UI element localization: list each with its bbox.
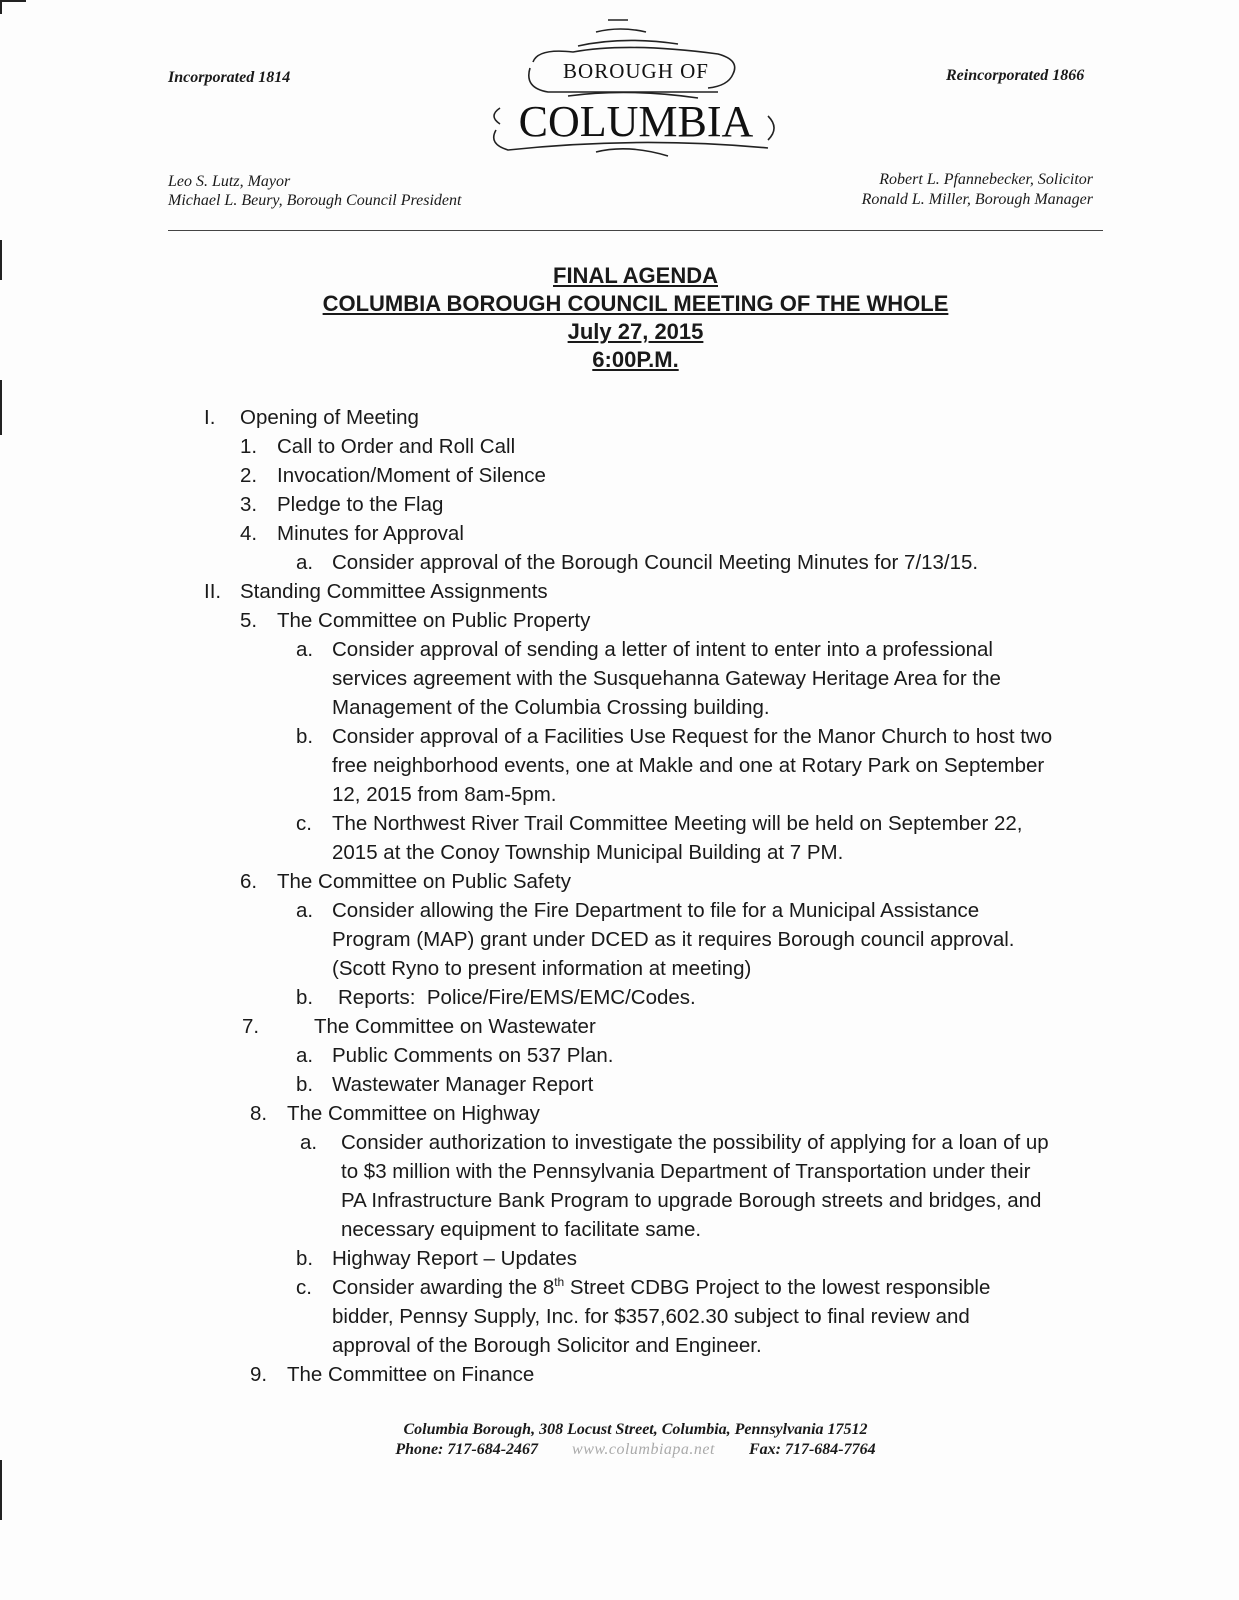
footer-fax: Fax: 717-684-7764 <box>748 1441 876 1458</box>
subitem-line: Consider approval of sending a letter of intent to enter into a professional <box>332 638 993 661</box>
subitem-line: bidder, Pennsy Supply, Inc. for $357,602.30 subject to final review and <box>332 1305 970 1328</box>
footer <box>0 1420 1239 1460</box>
agenda-title-block <box>0 262 1239 374</box>
subitem-letter: b. <box>296 986 314 1009</box>
subitem-letter: c. <box>296 1276 312 1299</box>
footer-website[interactable]: www.columbiapa.net <box>572 1441 715 1458</box>
subitem-line <box>332 1273 990 1302</box>
footer-phone: Phone: 717-684-2467 <box>395 1441 539 1458</box>
subitem-line-part: Street CDBG Project to the lowest responsible <box>564 1276 991 1299</box>
subitem-text <box>341 1128 1049 1244</box>
logo-main-text: COLUMBIA <box>518 97 754 146</box>
subitem-line: Program (MAP) grant under DCED as it requires Borough council approval. <box>332 928 1015 951</box>
item-number: 5. <box>240 609 258 632</box>
footer-address: Columbia Borough, 308 Locust Street, Columbia, Pennsylvania 17512 <box>403 1421 868 1438</box>
meeting-date: July 27, 2015 <box>567 319 704 344</box>
subitem-line: 2015 at the Conoy Township Municipal Building at 7 PM. <box>332 841 844 864</box>
section-number: II. <box>204 580 222 603</box>
scan-mark-top <box>0 0 26 2</box>
item-text: Call to Order and Roll Call <box>277 435 516 458</box>
subitem-line: necessary equipment to facilitate same. <box>341 1218 702 1241</box>
section-title: Standing Committee Assignments <box>240 580 548 603</box>
manager-text: Ronald L. Miller, Borough Manager <box>861 191 1093 208</box>
reincorporated-text: Reincorporated 1866 <box>946 67 1085 84</box>
item-text: Invocation/Moment of Silence <box>277 464 546 487</box>
subitem-line: (Scott Ryno to present information at meeting) <box>332 957 752 980</box>
subitem-letter: a. <box>296 638 314 661</box>
subitem-line: Management of the Columbia Crossing building. <box>332 696 770 719</box>
ordinal-suffix: th <box>554 1275 565 1290</box>
subitem-text: Reports: Police/Fire/EMS/EMC/Codes. <box>338 986 696 1009</box>
subitem-letter: a. <box>296 551 314 574</box>
subitem-text: Wastewater Manager Report <box>332 1073 594 1096</box>
item-number: 9. <box>250 1363 268 1386</box>
subitem-line: free neighborhood events, one at Makle and one at Rotary Park on September <box>332 754 1045 777</box>
subitem-line: PA Infrastructure Bank Program to upgrade Borough streets and bridges, and <box>341 1189 1042 1212</box>
solicitor-text: Robert L. Pfannebecker, Solicitor <box>879 171 1093 188</box>
subitem-letter: a. <box>300 1131 318 1154</box>
item-number: 6. <box>240 870 258 893</box>
meeting-name: COLUMBIA BOROUGH COUNCIL MEETING OF THE WHOLE <box>322 291 949 316</box>
item-text: The Committee on Public Safety <box>277 870 571 893</box>
subitem-text <box>332 809 1022 867</box>
subitem-letter: b. <box>296 1073 314 1096</box>
subitem-text: Consider approval of the Borough Council Meeting Minutes for 7/13/15. <box>332 551 979 574</box>
item-number: 1. <box>240 435 258 458</box>
subitem-letter: a. <box>296 1044 314 1067</box>
section-title: Opening of Meeting <box>240 406 419 429</box>
subitem-line: 12, 2015 from 8am-5pm. <box>332 783 557 806</box>
subitem-line: The Northwest River Trail Committee Meeting will be held on September 22, <box>332 812 1023 835</box>
logo-top-text: BOROUGH OF <box>563 59 709 83</box>
subitem-line: Consider allowing the Fire Department to file for a Municipal Assistance <box>332 899 980 922</box>
meeting-time: 6:00P.M. <box>592 347 679 372</box>
header-divider <box>168 230 1103 231</box>
item-text: The Committee on Public Property <box>277 609 591 632</box>
item-number: 8. <box>250 1102 268 1125</box>
item-text: Minutes for Approval <box>277 522 464 545</box>
subitem-text: Highway Report – Updates <box>332 1247 577 1270</box>
subitem-text <box>332 1273 990 1360</box>
item-text: The Committee on Highway <box>287 1102 540 1125</box>
subitem-text <box>332 896 1015 983</box>
subitem-letter: b. <box>296 725 314 748</box>
subitem-line: services agreement with the Susquehanna Gateway Heritage Area for the <box>332 667 1001 690</box>
item-number: 2. <box>240 464 258 487</box>
borough-logo <box>478 12 798 162</box>
subitem-letter: c. <box>296 812 312 835</box>
footer-contact <box>0 1440 1239 1460</box>
subitem-line: to $3 million with the Pennsylvania Department of Transportation under their <box>341 1160 1031 1183</box>
section-number: I. <box>204 406 216 429</box>
subitem-text <box>332 635 1001 722</box>
incorporated-text: Incorporated 1814 <box>168 69 291 86</box>
item-text: Pledge to the Flag <box>277 493 444 516</box>
subitem-letter: b. <box>296 1247 314 1270</box>
agenda-title: FINAL AGENDA <box>553 263 718 288</box>
president-text: Michael L. Beury, Borough Council President <box>168 192 462 209</box>
subitem-line: approval of the Borough Solicitor and Engineer. <box>332 1334 762 1357</box>
scan-mark-left <box>0 0 2 14</box>
scan-mark-edge <box>0 380 2 435</box>
item-number: 4. <box>240 522 258 545</box>
subitem-line: Consider approval of a Facilities Use Request for the Manor Church to host two <box>332 725 1053 748</box>
item-text: The Committee on Wastewater <box>314 1015 596 1038</box>
item-number: 7. <box>242 1015 260 1038</box>
item-text: The Committee on Finance <box>287 1363 535 1386</box>
subitem-letter: a. <box>296 899 314 922</box>
subitem-text: Public Comments on 537 Plan. <box>332 1044 614 1067</box>
scan-mark-edge <box>0 1460 2 1520</box>
mayor-text: Leo S. Lutz, Mayor <box>168 173 291 190</box>
item-number: 3. <box>240 493 258 516</box>
subitem-text <box>332 722 1052 809</box>
subitem-line: Consider authorization to investigate the possibility of applying for a loan of up <box>341 1131 1049 1154</box>
subitem-line-part: Consider awarding the 8 <box>332 1276 555 1299</box>
